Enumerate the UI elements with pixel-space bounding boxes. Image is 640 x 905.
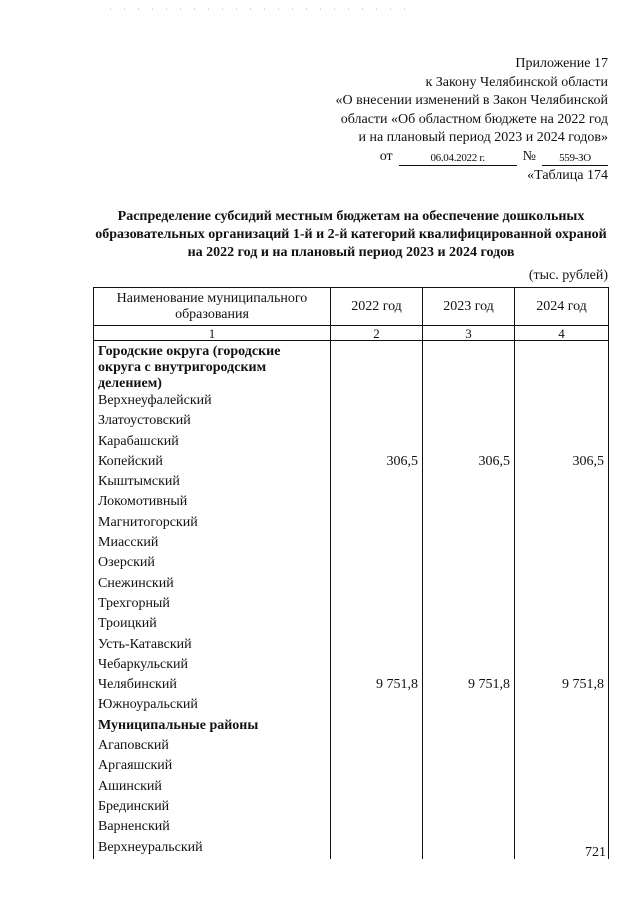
column-header-2022: 2022 год <box>331 288 423 326</box>
value-2023 <box>423 392 515 412</box>
value-2022: 9 751,8 <box>331 676 423 696</box>
column-header-2024: 2024 год <box>515 288 609 326</box>
law-date-number <box>380 148 608 167</box>
value-2024: 306,5 <box>515 453 609 473</box>
number-label: № <box>522 148 536 164</box>
value-2022 <box>331 798 423 818</box>
column-number: 2 <box>331 326 423 341</box>
municipality-name: Магнитогорский <box>94 514 331 534</box>
municipality-name: Чебаркульский <box>94 656 331 676</box>
value-2022 <box>331 493 423 513</box>
table-row <box>94 554 609 574</box>
value-2024 <box>515 818 609 838</box>
value-2023 <box>423 717 515 737</box>
value-2022 <box>331 392 423 412</box>
table-row <box>94 757 609 777</box>
municipality-name: Озерский <box>94 554 331 574</box>
value-2023 <box>423 412 515 432</box>
value-2023: 306,5 <box>423 453 515 473</box>
column-header-name: Наименование муниципального образования <box>94 288 331 326</box>
municipality-name: Городские округа (городские округа с внутригородским делением) <box>94 341 331 393</box>
municipality-name: Варненский <box>94 818 331 838</box>
law-date: 06.04.2022 г. <box>399 152 517 166</box>
value-2022 <box>331 473 423 493</box>
table-row <box>94 839 609 859</box>
municipality-name: Снежинский <box>94 575 331 595</box>
document-header <box>336 55 609 166</box>
municipality-name: Агаповский <box>94 737 331 757</box>
value-2023 <box>423 341 515 393</box>
value-2022 <box>331 717 423 737</box>
municipality-name: Челябинский <box>94 676 331 696</box>
table-row <box>94 656 609 676</box>
table-group-row <box>94 341 609 393</box>
header-line: к Закону Челябинской области <box>425 74 608 90</box>
value-2022 <box>331 575 423 595</box>
column-number-row <box>94 326 609 341</box>
value-2023 <box>423 737 515 757</box>
scan-artifact <box>110 8 410 10</box>
municipality-name: Миасский <box>94 534 331 554</box>
value-2024 <box>515 412 609 432</box>
table-row <box>94 818 609 838</box>
value-2022 <box>331 818 423 838</box>
table-row <box>94 433 609 453</box>
column-number: 1 <box>94 326 331 341</box>
value-2024 <box>515 636 609 656</box>
value-2024 <box>515 798 609 818</box>
value-2023 <box>423 818 515 838</box>
municipality-name: Муниципальные районы <box>94 717 331 737</box>
table-row <box>94 392 609 412</box>
value-2023 <box>423 615 515 635</box>
table-row <box>94 615 609 635</box>
value-2022 <box>331 595 423 615</box>
value-2023 <box>423 696 515 716</box>
value-2022 <box>331 737 423 757</box>
value-2022 <box>331 433 423 453</box>
value-2022 <box>331 757 423 777</box>
table-row <box>94 676 609 696</box>
value-2024 <box>515 473 609 493</box>
table-row <box>94 575 609 595</box>
value-2022 <box>331 839 423 859</box>
table-row <box>94 514 609 534</box>
value-2024 <box>515 696 609 716</box>
value-2024 <box>515 392 609 412</box>
table-row <box>94 798 609 818</box>
value-2024 <box>515 778 609 798</box>
value-2024 <box>515 615 609 635</box>
header-line: Приложение 17 <box>515 56 608 71</box>
value-2023 <box>423 839 515 859</box>
municipality-name: Верхнеуральский <box>94 839 331 859</box>
table-row <box>94 493 609 513</box>
value-2024 <box>515 493 609 513</box>
value-2023 <box>423 575 515 595</box>
value-2022 <box>331 696 423 716</box>
value-2022 <box>331 514 423 534</box>
column-number: 3 <box>423 326 515 341</box>
value-2023 <box>423 778 515 798</box>
table-row <box>94 453 609 473</box>
column-number: 4 <box>515 326 609 341</box>
value-2024 <box>515 554 609 574</box>
value-2024 <box>515 737 609 757</box>
municipality-name: Усть-Катавский <box>94 636 331 656</box>
municipality-name: Златоустовский <box>94 412 331 432</box>
value-2023 <box>423 595 515 615</box>
table-row <box>94 595 609 615</box>
value-2023 <box>423 534 515 554</box>
municipality-name: Карабашский <box>94 433 331 453</box>
value-2024 <box>515 595 609 615</box>
units-label: (тыс. рублей) <box>528 268 608 283</box>
value-2022 <box>331 615 423 635</box>
table-group-row <box>94 717 609 737</box>
column-header-2023: 2023 год <box>423 288 515 326</box>
value-2023 <box>423 493 515 513</box>
value-2024 <box>515 433 609 453</box>
value-2023 <box>423 757 515 777</box>
value-2024 <box>515 341 609 393</box>
municipality-name: Южноуральский <box>94 696 331 716</box>
value-2024 <box>515 514 609 534</box>
value-2024: 9 751,8 <box>515 676 609 696</box>
table-row <box>94 412 609 432</box>
value-2023 <box>423 798 515 818</box>
value-2024 <box>515 757 609 777</box>
municipality-name: Троицкий <box>94 615 331 635</box>
value-2023 <box>423 514 515 534</box>
table-row <box>94 636 609 656</box>
value-2023 <box>423 656 515 676</box>
table-row <box>94 473 609 493</box>
header-line: и на плановый период 2023 и 2024 годов» <box>358 130 608 145</box>
table-row <box>94 534 609 554</box>
header-line: «О внесении изменений в Закон Челябинской <box>335 93 608 108</box>
value-2022 <box>331 656 423 676</box>
municipality-name: Аргаяшский <box>94 757 331 777</box>
table-row <box>94 737 609 757</box>
municipality-name: Копейский <box>94 453 331 473</box>
value-2022 <box>331 636 423 656</box>
table-label: «Таблица 174 <box>527 168 608 183</box>
from-label: от <box>379 148 393 164</box>
value-2022 <box>331 341 423 393</box>
municipality-name: Ашинский <box>94 778 331 798</box>
value-2024 <box>515 575 609 595</box>
law-number: 559-ЗО <box>542 152 608 166</box>
header-line: области «Об областном бюджете на 2022 год <box>340 111 608 127</box>
table-row <box>94 778 609 798</box>
municipality-name: Кыштымский <box>94 473 331 493</box>
value-2022 <box>331 534 423 554</box>
table-body <box>94 341 609 859</box>
value-2023 <box>423 473 515 493</box>
value-2022 <box>331 778 423 798</box>
value-2024 <box>515 717 609 737</box>
document-title: Распределение субсидий местным бюджетам на обеспечение дошкольных образовательных организаций 1-й и 2-й категорий квалифицированной охраной на 2022 год и на плановый период 2023 и 2024 годов <box>95 209 607 260</box>
value-2022 <box>331 412 423 432</box>
value-2023: 9 751,8 <box>423 676 515 696</box>
value-2023 <box>423 554 515 574</box>
value-2022: 306,5 <box>331 453 423 473</box>
municipality-name: Верхнеуфалейский <box>94 392 331 412</box>
value-2023 <box>423 636 515 656</box>
value-2023 <box>423 433 515 453</box>
table-header-row <box>94 288 609 326</box>
value-2022 <box>331 554 423 574</box>
municipality-name: Трехгорный <box>94 595 331 615</box>
municipality-name: Брединский <box>94 798 331 818</box>
page-number: 721 <box>585 845 606 860</box>
value-2024 <box>515 534 609 554</box>
subsidy-table <box>93 287 609 859</box>
table-row <box>94 696 609 716</box>
municipality-name: Локомотивный <box>94 493 331 513</box>
value-2024 <box>515 656 609 676</box>
